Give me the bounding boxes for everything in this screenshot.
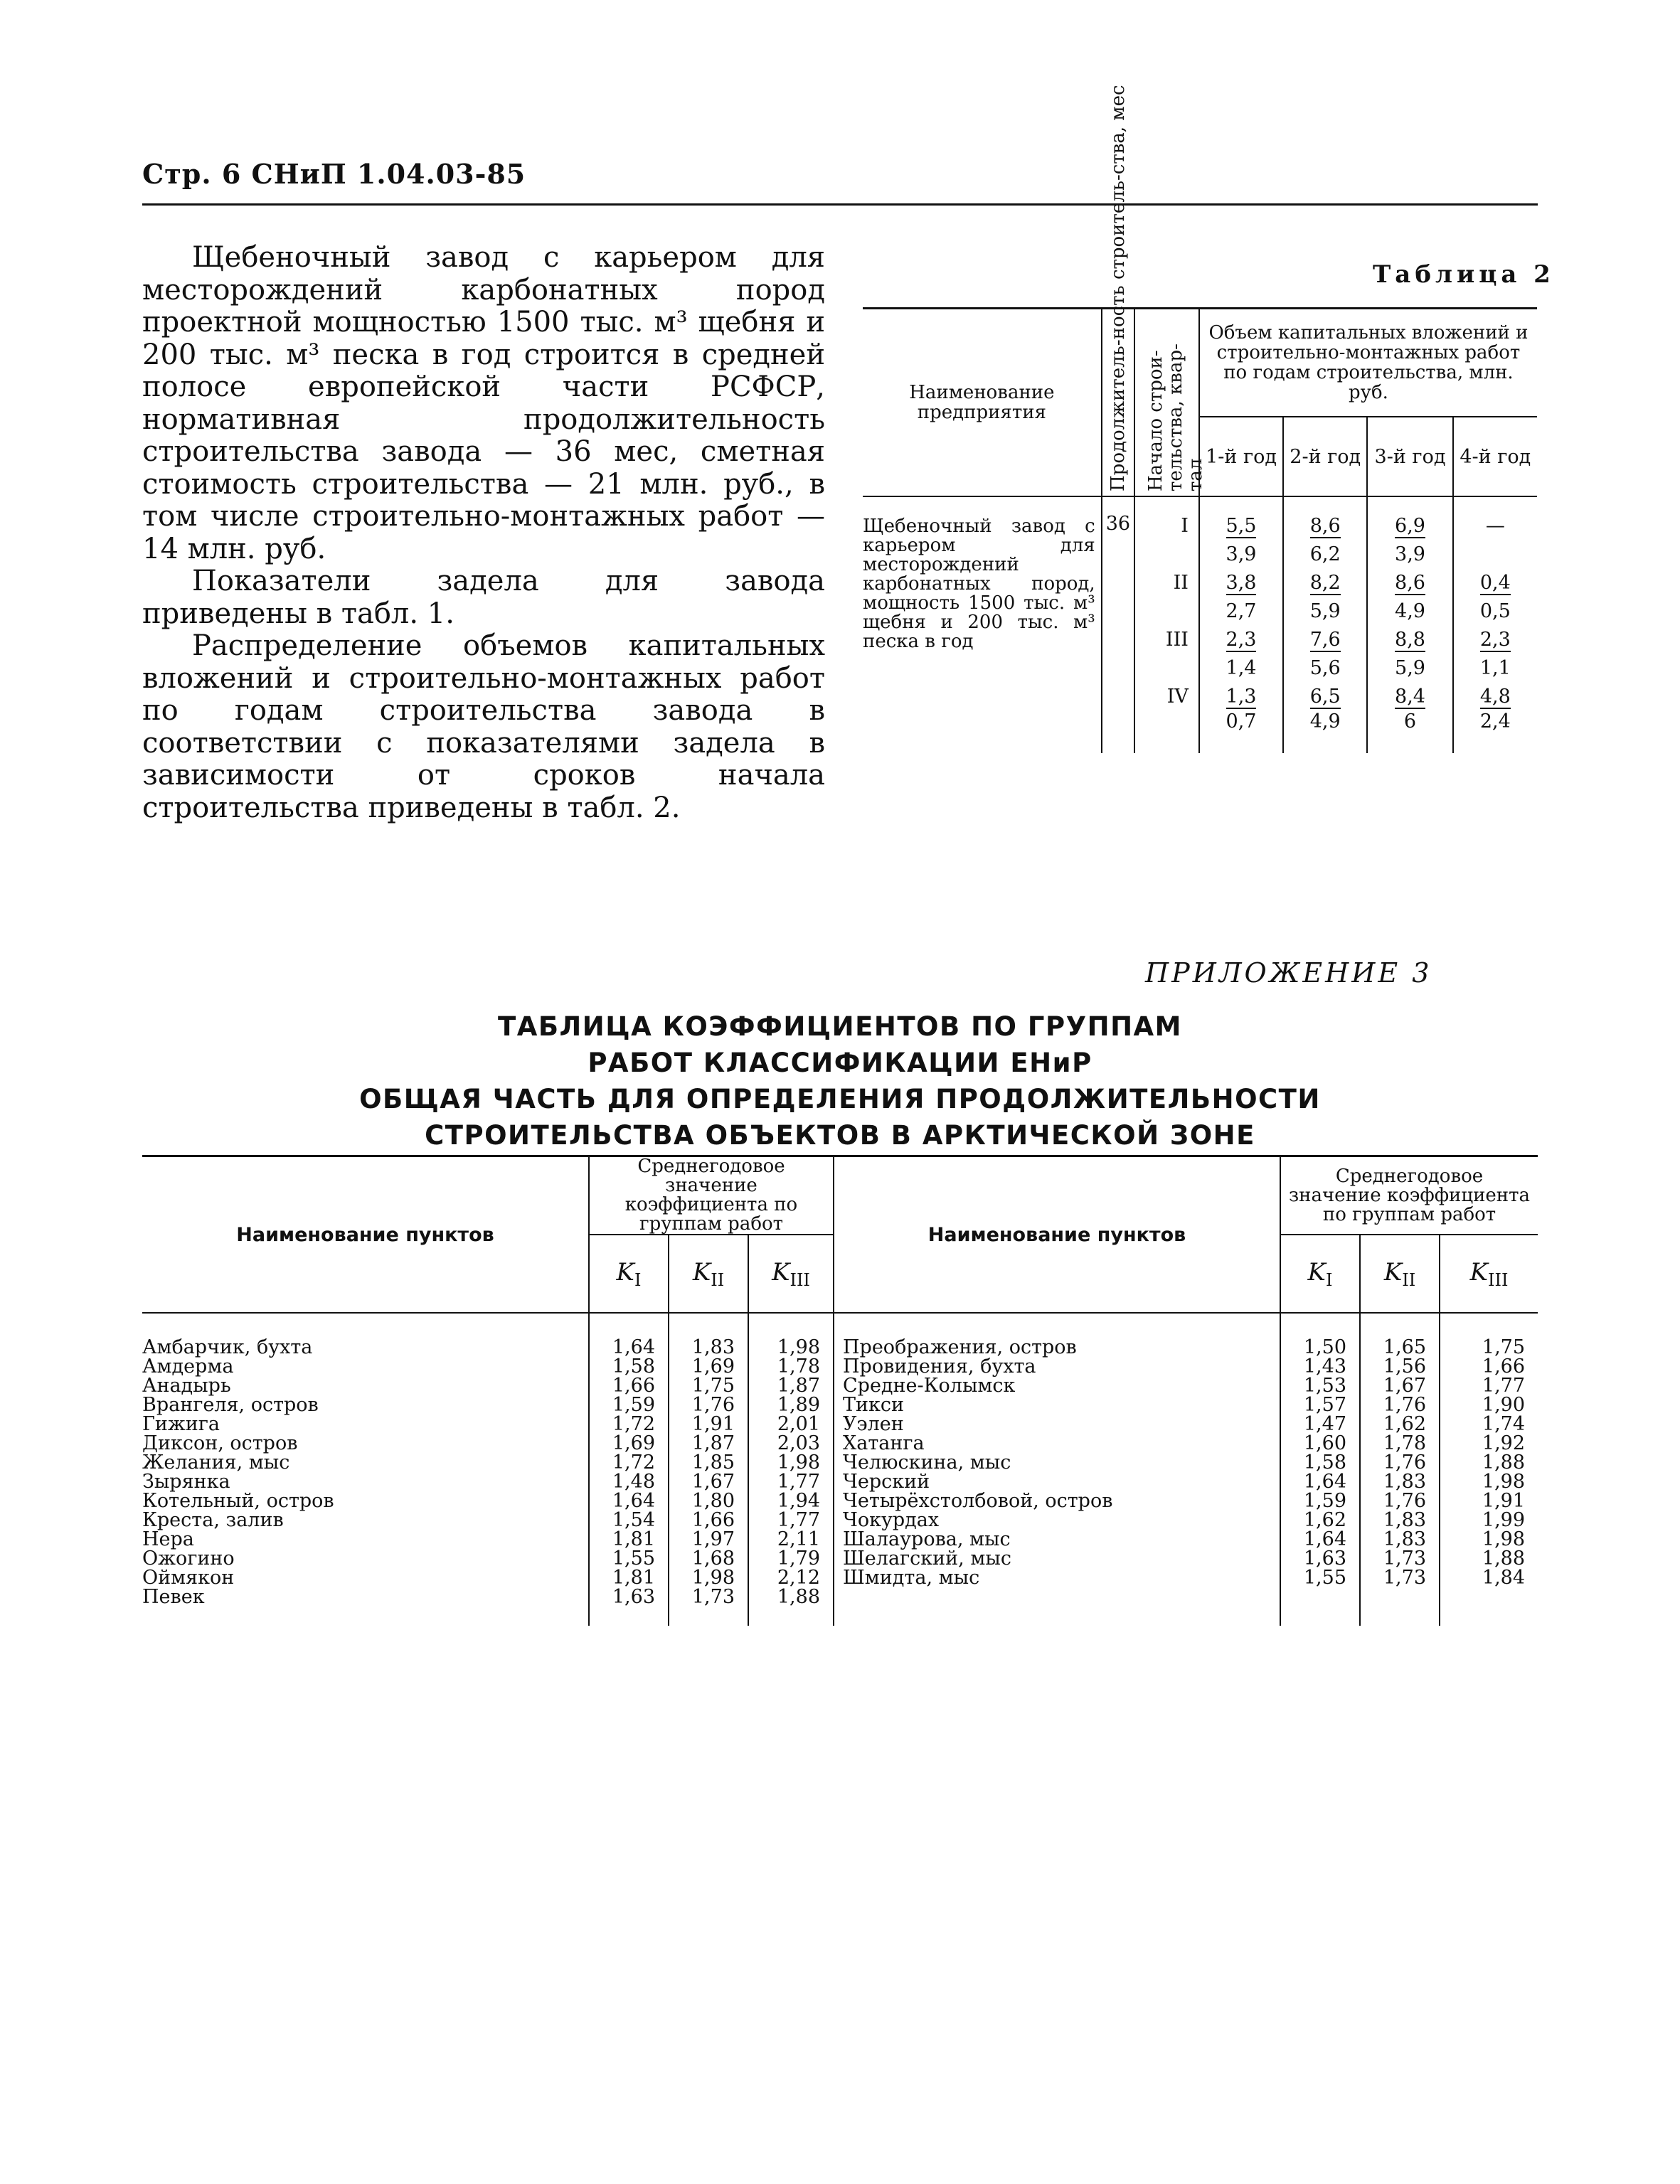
table2-value: 2,3 [1479,628,1511,651]
location-name: Диксон, остров [142,1432,298,1454]
coefficient-value: 1,73 [1360,1568,1440,1587]
location-name: Зырянка [142,1471,230,1493]
location-name: Шмидта, мыс [834,1568,1280,1587]
table-row [142,1395,1538,1415]
table2-value: 6,5 [1309,685,1341,708]
table2-year-4: 4-й год [1453,417,1537,496]
table2-value: 3,9 [1395,543,1425,565]
table2-quarter: IV [1134,682,1199,710]
coefficient-value: 1,63 [589,1587,669,1607]
coefficient-value: 1,87 [669,1434,748,1453]
location-name: Четырёхстолбовой, остров [834,1491,1280,1511]
coefficient-value: 1,68 [669,1549,748,1568]
coefficient-value [1280,1587,1360,1607]
location-name: Черский [834,1472,1280,1491]
coefficient-value: 1,80 [669,1491,748,1511]
coefficient-value: 1,79 [748,1549,834,1568]
table2-year-1: 1-й год [1199,417,1283,496]
table2-value: 0,7 [1226,710,1257,733]
coefficient-value: 1,91 [669,1415,748,1434]
coefficient-value: 2,01 [748,1415,834,1434]
coefficient-value: 1,85 [669,1453,748,1472]
coefficient-value: 1,47 [1280,1415,1360,1434]
coefficient-value: 1,58 [1280,1453,1360,1472]
table-row [142,1587,1538,1607]
coefficient-value: 1,76 [1360,1453,1440,1472]
table-row [142,1491,1538,1511]
location-name: Котельный, остров [142,1490,334,1512]
table3-header-avg-right: Среднегодовое значение коэффициента по группам работ [1280,1157,1538,1235]
coefficient-value: 1,66 [1440,1357,1538,1376]
table-row [142,1376,1538,1395]
table2-value: 8,2 [1309,571,1341,594]
table2-value: 6,9 [1395,514,1425,537]
table-row [142,1415,1538,1434]
coefficient-value: 1,73 [669,1587,748,1607]
location-name: Оймякон [142,1567,235,1589]
location-name: Врангеля, остров [142,1394,319,1416]
body-text [142,242,825,824]
table3-header-avg-left: Среднегодовое значение коэффициента по группам работ [589,1157,834,1235]
coefficient-value: 1,67 [1360,1376,1440,1395]
table2-value: 1,3 [1226,685,1257,708]
location-name: Тикси [834,1395,1280,1415]
table2-value: 0,5 [1479,600,1511,622]
coefficient-value: 1,81 [589,1568,669,1587]
table2-duration: 36 [1102,496,1134,753]
table2-value: 0,4 [1479,571,1511,594]
location-name: Чокурдах [834,1511,1280,1530]
coefficient-value [1440,1587,1538,1607]
coefficient-value: 1,53 [1280,1376,1360,1395]
coefficient-value: 1,98 [1440,1472,1538,1491]
table2-value: 2,4 [1479,710,1511,733]
coefficient-value: 1,98 [1440,1530,1538,1549]
location-name: Амдерма [142,1355,234,1378]
location-name: Челюскина, мыс [834,1453,1280,1472]
table2-value: 7,6 [1309,628,1341,651]
table2-value: 5,5 [1226,514,1257,537]
title-line: ОБЩАЯ ЧАСТЬ ДЛЯ ОПРЕДЕЛЕНИЯ ПРОДОЛЖИТЕЛЬНОСТИ [359,1084,1321,1114]
table2-value: 6 [1403,710,1417,733]
k2-header: $K_{II}$ [1360,1235,1440,1313]
k3-header: $K_{III}$ [748,1235,834,1313]
table-row [142,1338,1538,1357]
title-line: РАБОТ КЛАССИФИКАЦИИ ЕНиР [588,1048,1092,1078]
table-row [142,1568,1538,1587]
location-name [834,1587,1280,1607]
table2-value: 2,3 [1226,628,1257,651]
table2-quarter: II [1134,568,1199,597]
table2-year-2: 2-й год [1283,417,1367,496]
coefficient-value: 1,98 [748,1338,834,1357]
coefficient-value: 1,72 [589,1415,669,1434]
table2-quarter: III [1134,625,1199,654]
page-header: Стр. 6 СНиП 1.04.03-85 [142,158,526,190]
table2-row-name: Щебеночный завод с карьером для месторождений карбонатных пород, мощность 1500 тыс. м³ щебня и 200 тыс. м³ песка в год [863,516,1095,652]
coefficient-value: 1,98 [748,1453,834,1472]
location-name: Нера [142,1528,194,1550]
table2-value: 6,2 [1309,543,1341,565]
k1-header: $K_I$ [1280,1235,1360,1313]
paragraph-1: Щебеночный завод с карьером для месторождений карбонатных пород проектной мощностью 1500 тыс. м³ щебня и 200 тыс. м³ песка в год строится в средней полосе европейской части РСФСР, нормативная продолжительность строительства завода — 36 мес, сметная стоимость строительства — 21 млн. руб., в том числе строительно-монтажных работ — 14 млн. руб. [142,241,825,565]
table2-header-start: Начало строи-тельства, квар-тал [1144,343,1206,491]
location-name: Уэлен [834,1415,1280,1434]
table-row [142,1511,1538,1530]
table2-quarter: I [1134,496,1199,540]
table2-value: 4,9 [1395,600,1425,622]
table2-year-3: 3-й год [1367,417,1452,496]
appendix-title [142,1008,1538,1154]
coefficient-value: 1,64 [1280,1530,1360,1549]
coefficient-value: 1,60 [1280,1434,1360,1453]
appendix-label: ПРИЛОЖЕНИЕ 3 [1145,957,1432,989]
table-row [142,1434,1538,1453]
coefficient-value: 1,83 [1360,1472,1440,1491]
coefficient-value: 1,87 [748,1376,834,1395]
coefficient-value: 1,57 [1280,1395,1360,1415]
location-name: Креста, залив [142,1509,284,1531]
table2-value: — [1485,514,1505,537]
coefficient-value: 1,50 [1280,1338,1360,1357]
table-row [142,1549,1538,1568]
table2-value: 4,9 [1309,710,1341,733]
table2-value: 3,8 [1226,571,1257,594]
coefficient-value: 1,77 [748,1472,834,1491]
coefficient-value: 1,72 [589,1453,669,1472]
table2-caption: Таблица 2 [1373,260,1555,289]
coefficient-value: 1,58 [589,1357,669,1376]
table-row [142,1453,1538,1472]
coefficient-value: 1,43 [1280,1357,1360,1376]
coefficient-value: 1,54 [589,1511,669,1530]
table2-value: 2,7 [1226,600,1257,622]
coefficient-value: 1,76 [669,1395,748,1415]
title-line: СТРОИТЕЛЬСТВА ОБЪЕКТОВ В АРКТИЧЕСКОЙ ЗОНЕ [425,1120,1255,1151]
coefficient-value: 2,11 [748,1530,834,1549]
paragraph-2: Показатели задела для завода приведены в табл. 1. [142,565,825,630]
coefficient-value: 1,78 [1360,1434,1440,1453]
coefficient-value: 1,94 [748,1491,834,1511]
table2-value: 4,8 [1479,685,1511,708]
table3-body [142,1338,1538,1626]
coefficient-value: 1,77 [748,1511,834,1530]
coefficient-value: 1,98 [669,1568,748,1587]
location-name: Анадырь [142,1375,231,1397]
coefficient-value: 1,76 [1360,1395,1440,1415]
coefficient-value: 1,75 [1440,1338,1538,1357]
k3-header: $K_{III}$ [1440,1235,1538,1313]
coefficient-value: 1,89 [748,1395,834,1415]
table2-header-duration: Продолжитель-ность строитель-ства, мес [1107,85,1129,491]
table2-value: 1,4 [1226,656,1257,679]
location-name: Шелагский, мыс [834,1549,1280,1568]
coefficient-value: 1,67 [669,1472,748,1491]
location-name: Провидения, бухта [834,1357,1280,1376]
coefficient-value: 1,59 [1280,1491,1360,1511]
table2-value: 8,6 [1309,514,1341,537]
location-name: Певек [142,1586,205,1608]
coefficient-value: 1,62 [1280,1511,1360,1530]
coefficient-value: 1,56 [1360,1357,1440,1376]
header-rule [142,203,1538,206]
table2-value: 3,9 [1226,543,1257,565]
coefficient-value: 1,74 [1440,1415,1538,1434]
coefficient-value: 1,90 [1440,1395,1538,1415]
table2-value: 8,6 [1395,571,1425,594]
title-line: ТАБЛИЦА КОЭФФИЦИЕНТОВ ПО ГРУППАМ [497,1011,1183,1042]
k1-header: $K_I$ [589,1235,669,1313]
coefficient-value: 1,63 [1280,1549,1360,1568]
coefficient-value: 1,83 [669,1338,748,1357]
coefficient-value: 1,73 [1360,1549,1440,1568]
coefficient-value: 1,64 [589,1338,669,1357]
location-name: Средне-Колымск [834,1376,1280,1395]
coefficient-value: 1,55 [1280,1568,1360,1587]
coefficient-value: 1,66 [589,1376,669,1395]
coefficient-value: 1,48 [589,1472,669,1491]
coefficient-value: 1,84 [1440,1568,1538,1587]
location-name: Шалаурова, мыс [834,1530,1280,1549]
location-name: Амбарчик, бухта [142,1336,313,1358]
coefficient-value: 1,64 [589,1491,669,1511]
table2-value: 5,6 [1309,656,1341,679]
coefficient-value: 1,88 [1440,1453,1538,1472]
location-name: Гижига [142,1413,220,1435]
coefficient-value: 1,78 [748,1357,834,1376]
k2-header: $K_{II}$ [669,1235,748,1313]
coefficient-value: 1,65 [1360,1338,1440,1357]
coefficient-value: 1,81 [589,1530,669,1549]
coefficient-value: 1,69 [589,1434,669,1453]
coefficient-value: 1,76 [1360,1491,1440,1511]
coefficient-value: 1,77 [1440,1376,1538,1395]
table3-header-name-right: Наименование пунктов [834,1157,1280,1313]
coefficient-value: 1,62 [1360,1415,1440,1434]
coefficient-value: 1,59 [589,1395,669,1415]
coefficient-value: 1,97 [669,1530,748,1549]
table2-value: 8,8 [1395,628,1425,651]
location-name: Преображения, остров [834,1338,1280,1357]
location-name: Хатанга [834,1434,1280,1453]
table2-header-volume: Объем капитальных вложений и строительно-монтажных работ по годам строительства, млн. руб. [1199,309,1537,417]
table2-header-name: Наименование предприятия [863,309,1102,496]
table-row [142,1472,1538,1491]
table2-value: 5,9 [1309,600,1341,622]
table-row [142,1530,1538,1549]
coefficient-value: 1,83 [1360,1530,1440,1549]
coefficient-value: 2,12 [748,1568,834,1587]
paragraph-3: Распределение объемов капитальных вложений и строительно-монтажных работ по годам строительства завода в соответствии с показателями задела в зависимости от сроков начала строительства приведены в табл. 2. [142,629,825,824]
coefficient-value [1360,1587,1440,1607]
location-name: Ожогино [142,1548,235,1570]
table2-value: 5,9 [1395,656,1425,679]
table3-header-name-left: Наименование пунктов [142,1157,589,1313]
coefficient-value: 1,88 [1440,1549,1538,1568]
table2-value: 8,4 [1395,685,1425,708]
coefficient-value: 1,88 [748,1587,834,1607]
coefficient-value: 1,83 [1360,1511,1440,1530]
coefficient-value: 1,66 [669,1511,748,1530]
coefficient-value: 1,55 [589,1549,669,1568]
coefficient-value: 1,64 [1280,1472,1360,1491]
coefficient-value: 1,69 [669,1357,748,1376]
table2-value: 1,1 [1479,656,1511,679]
table-row [142,1357,1538,1376]
coefficient-value: 1,91 [1440,1491,1538,1511]
coefficient-value: 1,99 [1440,1511,1538,1530]
coefficient-value: 1,92 [1440,1434,1538,1453]
location-name: Желания, мыс [142,1451,290,1474]
coefficients-table [142,1155,1538,1626]
coefficient-value: 1,75 [669,1376,748,1395]
coefficient-value: 2,03 [748,1434,834,1453]
